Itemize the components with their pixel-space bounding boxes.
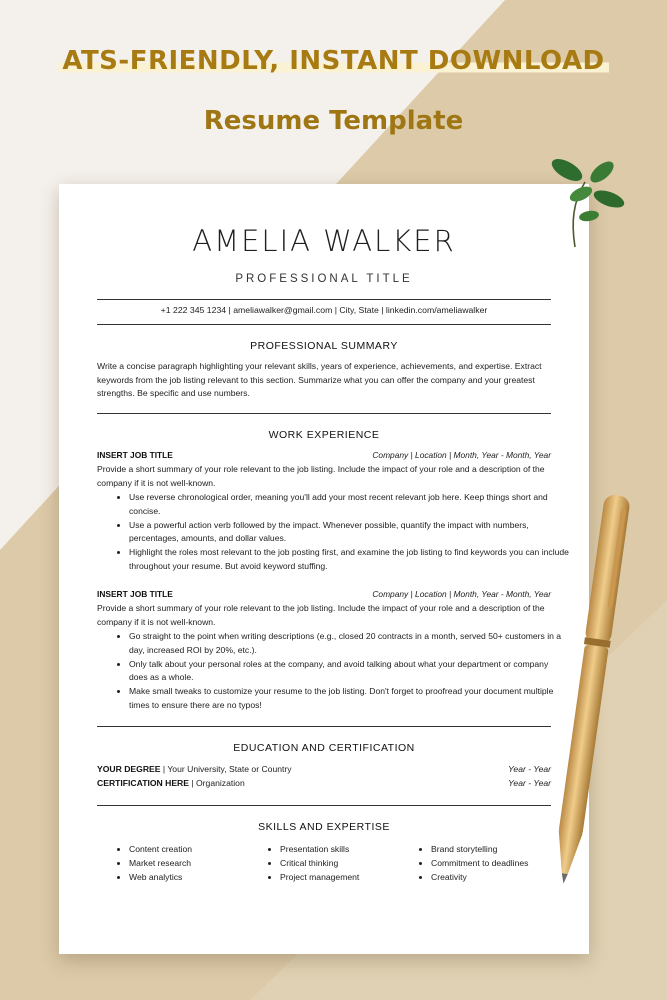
skill-item: • Critical thinking <box>280 856 430 870</box>
contact-line: +1 222 345 1234 | ameliawalker@gmail.com | City, State | linkedin.com/ameliawalker <box>160 305 488 315</box>
job-bullets <box>97 491 569 574</box>
job-bullet: • Use reverse chronological order, meaning you'll add your most recent relevant job here. Keep things short and concise. <box>129 491 569 519</box>
banner-subtitle: Resume Template <box>203 106 464 136</box>
job-bullets <box>97 630 569 713</box>
divider <box>97 413 551 414</box>
gold-pen-icon <box>555 485 645 895</box>
banner-headline: ATS-FRIENDLY, INSTANT DOWNLOAD <box>0 46 667 76</box>
job-title: INSERT JOB TITLE <box>97 589 173 599</box>
job-bullet: • Go straight to the point when writing descriptions (e.g., closed 20 contracts in a month, served 50+ customers in a day, increased ROI by 20%, etc.). <box>129 630 569 658</box>
divider <box>97 726 551 727</box>
skill-item: • Project management <box>280 870 430 884</box>
job-header <box>97 450 551 463</box>
job-description: Provide a short summary of your role relevant to the job listing. Include the impact of your role and a description of the company if it is not well-known. <box>97 603 545 627</box>
degree-label: YOUR DEGREE <box>97 764 161 774</box>
skill-item: • Market research <box>129 856 269 870</box>
skill-item: • Web analytics <box>129 870 269 884</box>
skills-column <box>97 842 269 884</box>
education-row <box>97 764 551 777</box>
summary-heading: PROFESSIONAL SUMMARY <box>250 340 398 352</box>
job-header <box>97 589 551 602</box>
divider <box>97 805 551 806</box>
professional-title: PROFESSIONAL TITLE <box>235 273 413 285</box>
job-meta: Company | Location | Month, Year - Month, Year <box>372 450 551 460</box>
degree-dates: Year - Year <box>508 764 551 774</box>
skill-item: • Brand storytelling <box>431 842 591 856</box>
degree-detail: | Your University, State or Country <box>160 764 292 774</box>
certification-label: CERTIFICATION HERE <box>97 778 189 788</box>
certification-dates: Year - Year <box>508 778 551 788</box>
divider <box>97 299 551 300</box>
skill-item: • Presentation skills <box>280 842 430 856</box>
job-bullet: • Make small tweaks to customize your resume to the job listing. Don't forget to proofread your document multiple times to ensure there are no typos! <box>129 685 569 713</box>
skill-item: • Commitment to deadlines <box>431 856 591 870</box>
resume-name: AMELIA WALKER <box>192 224 456 258</box>
education-row <box>97 778 551 791</box>
job-bullet: • Use a powerful action verb followed by the impact. Whenever possible, quantify the impact with numbers, percentages, amounts, and dollar values. <box>129 519 569 547</box>
summary-text: Write a concise paragraph highlighting your relevant skills, years of experience, achievements, and expertise. Extract keywords from the job listing relevant to this section. Summarize what you can offer the company and your greatest strengths. Be specific and use numbers. <box>97 361 542 398</box>
job-description: Provide a short summary of your role relevant to the job listing. Include the impact of your role and a description of the company if it is not well-known. <box>97 464 545 488</box>
job-meta: Company | Location | Month, Year - Month, Year <box>372 589 551 599</box>
job-bullet: • Highlight the roles most relevant to the job posting first, and examine the job listing to find keywords you can include throughout your resume. But avoid keyword stuffing. <box>129 546 569 574</box>
skills-heading: SKILLS AND EXPERTISE <box>258 821 390 833</box>
divider <box>97 324 551 325</box>
certification-detail: | Organization <box>188 778 245 788</box>
education-heading: EDUCATION AND CERTIFICATION <box>233 742 415 754</box>
job-title: INSERT JOB TITLE <box>97 450 173 460</box>
skill-item: • Content creation <box>129 842 269 856</box>
job-bullet: • Only talk about your personal roles at the company, and avoid talking about what your department or company does as a whole. <box>129 658 569 686</box>
skill-item: • Creativity <box>431 870 591 884</box>
experience-heading: WORK EXPERIENCE <box>268 429 380 441</box>
resume-page <box>59 184 589 954</box>
leaf-sprig-icon <box>545 152 635 252</box>
